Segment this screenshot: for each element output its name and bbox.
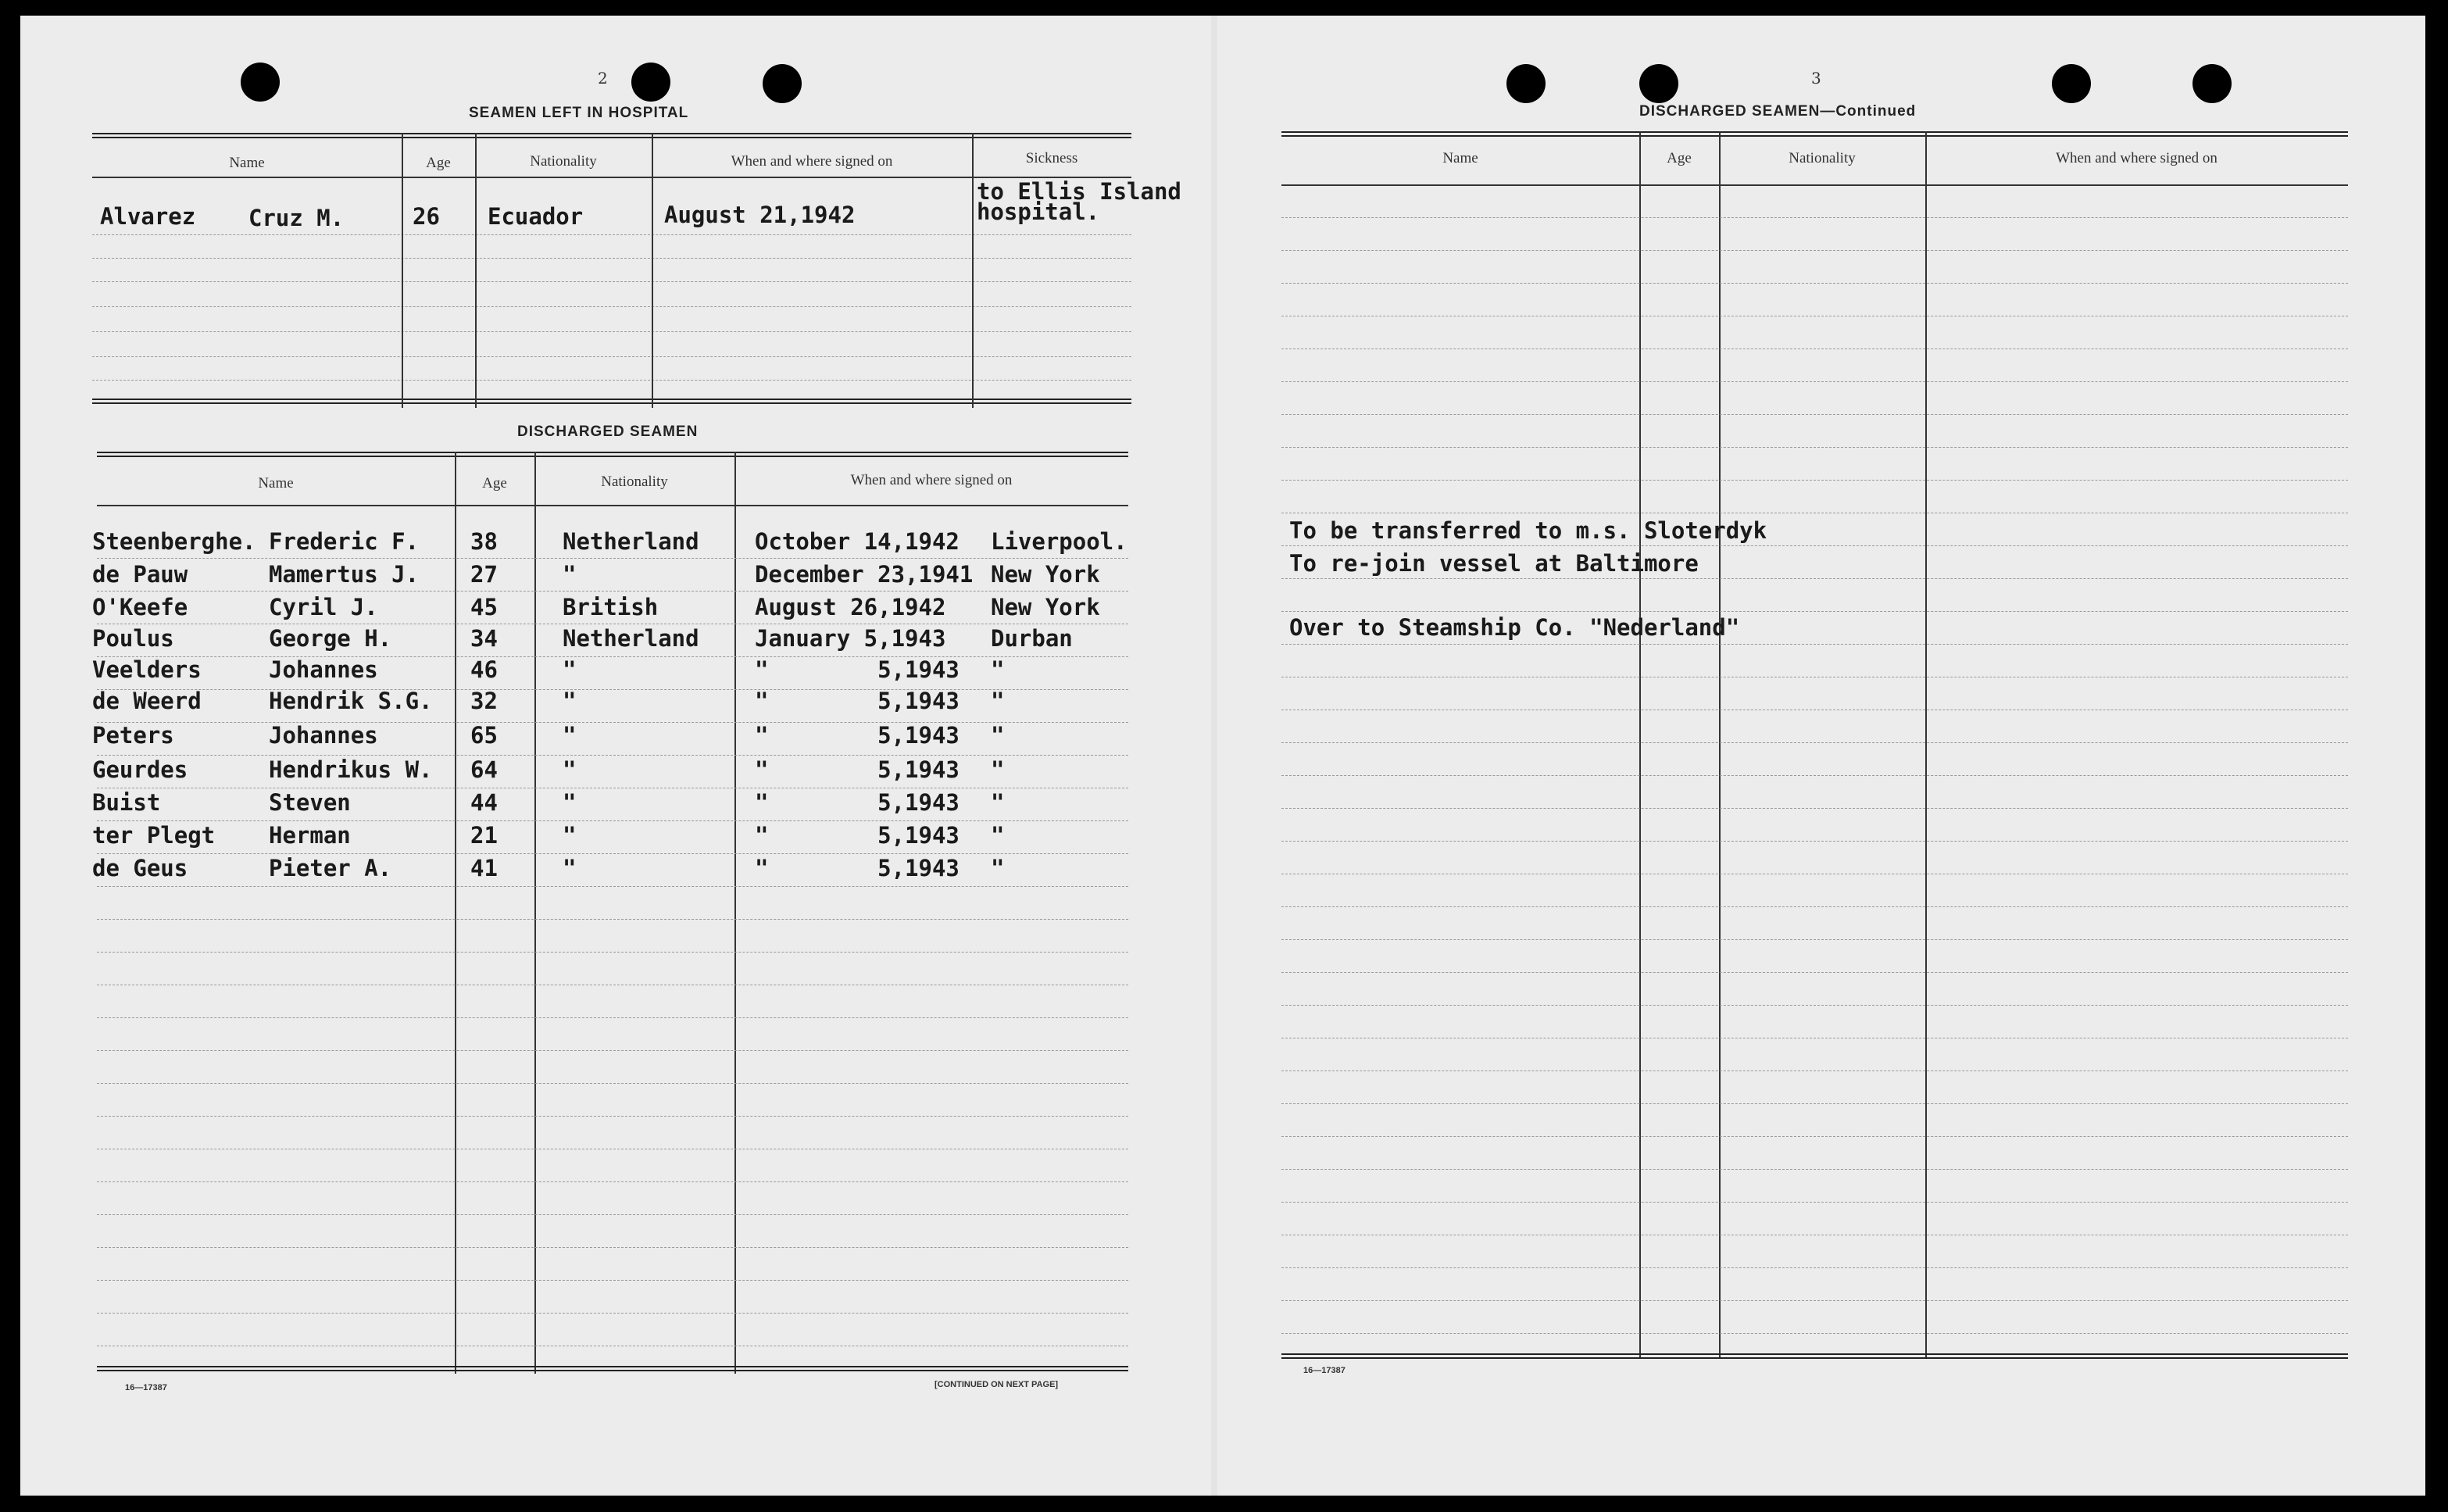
row-signed-date: " 5,1943 xyxy=(755,722,960,749)
row-age: 32 xyxy=(470,688,498,714)
header-nationality: Nationality xyxy=(601,474,668,490)
page-fold xyxy=(1211,16,1217,1496)
row-age: 38 xyxy=(470,528,498,555)
row-age: 45 xyxy=(470,594,498,620)
hospital-sickness-line2: hospital. xyxy=(977,198,1100,225)
row-signed-date: " 5,1943 xyxy=(755,656,960,683)
punch-hole xyxy=(631,63,670,102)
row-age: 34 xyxy=(470,625,498,652)
punch-hole xyxy=(241,63,280,102)
row-given-name: Steven xyxy=(269,789,351,816)
punch-hole xyxy=(2052,64,2091,103)
row-signed-place: " xyxy=(991,789,1005,816)
page-number: 2 xyxy=(598,69,608,88)
row-age: 41 xyxy=(470,855,498,881)
note-rejoin: To re-join vessel at Baltimore xyxy=(1289,550,1699,577)
punch-hole xyxy=(1639,64,1678,103)
header-nationality: Nationality xyxy=(530,153,597,170)
row-given-name: Hendrik S.G. xyxy=(269,688,433,714)
row-signed-place: " xyxy=(991,855,1005,881)
header-name: Name xyxy=(258,475,294,491)
row-nationality: " xyxy=(563,822,577,849)
header-age: Age xyxy=(426,155,451,171)
punch-hole xyxy=(763,64,802,103)
row-surname: Geurdes xyxy=(92,756,188,783)
header-age: Age xyxy=(482,475,507,491)
row-nationality: British xyxy=(563,594,659,620)
row-signed-place: " xyxy=(991,756,1005,783)
row-surname: de Geus xyxy=(92,855,188,881)
header-nationality: Nationality xyxy=(1789,150,1856,166)
row-given-name: Cyril J. xyxy=(269,594,378,620)
row-age: 27 xyxy=(470,561,498,588)
form-number: 16—17387 xyxy=(1303,1366,1346,1375)
row-signed-place: " xyxy=(991,722,1005,749)
row-signed-place: " xyxy=(991,656,1005,683)
row-nationality: " xyxy=(563,789,577,816)
row-given-name: Hendrikus W. xyxy=(269,756,433,783)
discharged-continued-table xyxy=(1281,131,2348,1358)
hospital-section-title: SEAMEN LEFT IN HOSPITAL xyxy=(469,105,689,121)
discharged-continued-title: DISCHARGED SEAMEN—Continued xyxy=(1639,103,1917,120)
row-nationality: " xyxy=(563,688,577,714)
hospital-age: 26 xyxy=(413,203,440,230)
row-age: 44 xyxy=(470,789,498,816)
row-nationality: " xyxy=(563,855,577,881)
row-given-name: Johannes xyxy=(269,656,378,683)
row-signed-date: " 5,1943 xyxy=(755,855,960,881)
row-signed-place: Liverpool. xyxy=(991,528,1128,555)
row-given-name: Johannes xyxy=(269,722,378,749)
row-signed-date: August 26,1942 xyxy=(755,594,946,620)
hospital-surname: Alvarez xyxy=(100,203,196,230)
row-nationality: " xyxy=(563,656,577,683)
row-age: 21 xyxy=(470,822,498,849)
punch-hole xyxy=(2192,64,2232,103)
header-signed-on: When and where signed on xyxy=(731,153,893,170)
row-nationality: " xyxy=(563,756,577,783)
row-given-name: Pieter A. xyxy=(269,855,392,881)
row-signed-date: " 5,1943 xyxy=(755,789,960,816)
row-signed-date: " 5,1943 xyxy=(755,688,960,714)
row-signed-place: New York xyxy=(991,594,1100,620)
punch-hole xyxy=(1506,64,1546,103)
row-age: 64 xyxy=(470,756,498,783)
row-signed-date: January 5,1943 xyxy=(755,625,946,652)
row-given-name: George H. xyxy=(269,625,392,652)
row-surname: Peters xyxy=(92,722,174,749)
row-signed-place: " xyxy=(991,688,1005,714)
row-signed-place: Durban xyxy=(991,625,1073,652)
row-surname: ter Plegt xyxy=(92,822,216,849)
header-name: Name xyxy=(229,155,265,171)
discharged-section-title: DISCHARGED SEAMEN xyxy=(517,424,699,440)
note-over-to: Over to Steamship Co. "Nederland" xyxy=(1289,614,1740,641)
hospital-nationality: Ecuador xyxy=(488,203,584,230)
continued-note: [CONTINUED ON NEXT PAGE] xyxy=(935,1380,1059,1389)
row-nationality: Netherland xyxy=(563,625,699,652)
row-given-name: Mamertus J. xyxy=(269,561,420,588)
row-given-name: Frederic F. xyxy=(269,528,420,555)
header-name: Name xyxy=(1442,150,1478,166)
row-nationality: Netherland xyxy=(563,528,699,555)
note-transfer: To be transferred to m.s. Sloterdyk xyxy=(1289,517,1767,544)
discharged-table xyxy=(92,452,1128,1374)
hospital-table xyxy=(92,133,1181,408)
row-signed-date: " 5,1943 xyxy=(755,756,960,783)
row-nationality: " xyxy=(563,722,577,749)
row-age: 65 xyxy=(470,722,498,749)
hospital-given-name: Cruz M. xyxy=(248,205,345,231)
header-sickness: Sickness xyxy=(1025,150,1078,166)
header-age: Age xyxy=(1667,150,1692,166)
row-surname: Steenberghe. xyxy=(92,528,256,555)
hospital-signed-on: August 21,1942 xyxy=(664,202,856,228)
row-surname: de Pauw xyxy=(92,561,188,588)
row-signed-date: December 23,1941 xyxy=(755,561,974,588)
row-surname: Buist xyxy=(92,789,161,816)
row-signed-place: New York xyxy=(991,561,1100,588)
page-number: 3 xyxy=(1811,69,1821,88)
row-signed-date: " 5,1943 xyxy=(755,822,960,849)
row-signed-place: " xyxy=(991,822,1005,849)
row-age: 46 xyxy=(470,656,498,683)
hospital-sickness-line1: to Ellis Island xyxy=(977,178,1181,205)
form-number: 16—17387 xyxy=(125,1383,167,1392)
row-surname: de Weerd xyxy=(92,688,202,714)
header-signed-on: When and where signed on xyxy=(2056,150,2217,166)
row-given-name: Herman xyxy=(269,822,351,849)
row-signed-date: October 14,1942 xyxy=(755,528,960,555)
row-nationality: " xyxy=(563,561,577,588)
row-surname: O'Keefe xyxy=(92,594,188,620)
row-surname: Veelders xyxy=(92,656,202,683)
row-surname: Poulus xyxy=(92,625,174,652)
header-signed-on: When and where signed on xyxy=(850,472,1013,488)
